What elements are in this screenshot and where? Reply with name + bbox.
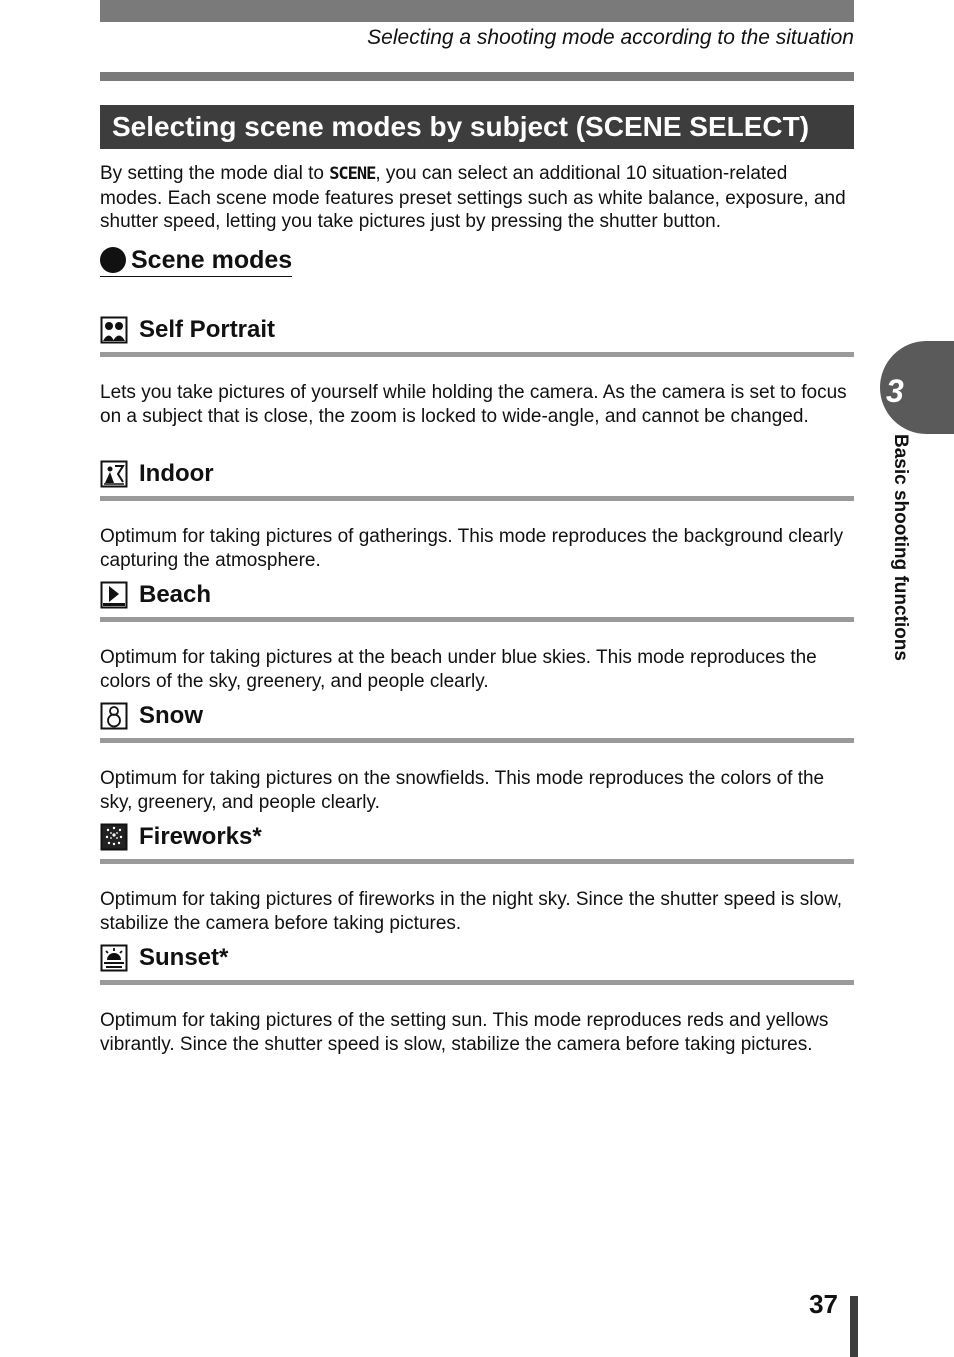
section-rule xyxy=(100,980,854,985)
section-body: Lets you take pictures of yourself while holding the camera. As the camera is set to focus on a subject that is close, the zoom is locked to wide-angle, and cannot be changed. xyxy=(100,382,847,427)
section-rule xyxy=(100,738,854,743)
title-bar xyxy=(100,105,854,149)
section-body: Optimum for taking pictures of fireworks in the night sky. Since the shutter speed is slow, stabilize the camera before taking pictures. xyxy=(100,889,843,934)
section-rule xyxy=(100,496,854,501)
sunset-icon xyxy=(100,944,128,972)
section-rule xyxy=(100,352,854,357)
scene-modes-heading-label: Scene modes xyxy=(131,246,293,274)
section-body: Optimum for taking pictures at the beach under blue skies. This mode reproduces the colors of the sky, greenery, and people clearly. xyxy=(100,647,817,692)
section-title: Snow xyxy=(139,702,203,729)
section-rule xyxy=(100,617,854,622)
indoor-icon xyxy=(100,460,128,488)
bullet-icon xyxy=(100,247,126,273)
section-indoor xyxy=(100,458,854,572)
snow-icon xyxy=(100,702,128,730)
page-title: Selecting scene modes by subject (SCENE SELECT) xyxy=(112,111,810,142)
intro-text-before: By setting the mode dial to xyxy=(100,163,330,184)
section-title: Beach xyxy=(139,581,212,608)
section-self-portrait xyxy=(100,314,854,428)
scene-modes-heading xyxy=(100,244,292,277)
self-portrait-icon xyxy=(100,316,128,344)
section-title: Sunset* xyxy=(139,944,229,971)
section-body: Optimum for taking pictures on the snowfields. This mode reproduces the colors of the sky, greenery, and people clearly. xyxy=(100,768,825,813)
intro-text-after: , you can select an additional 10 situation-related modes. Each scene mode features preset settings such as white balance, exposure, and shutter speed, letting you take pictures just by pressing the shutter button. xyxy=(100,163,846,232)
scene-mode-symbol: SCENE xyxy=(329,164,376,184)
page-number: 37 xyxy=(809,1289,838,1319)
section-body: Optimum for taking pictures of gatherings. This mode reproduces the background clearly capturing the atmosphere. xyxy=(100,526,844,571)
chapter-tab xyxy=(880,341,954,434)
fireworks-icon xyxy=(100,823,128,851)
beach-icon xyxy=(100,581,128,609)
header-rule xyxy=(100,72,854,81)
section-title: Self Portrait xyxy=(139,316,276,343)
section-rule xyxy=(100,859,854,864)
running-header: Selecting a shooting mode according to the situation xyxy=(367,26,854,49)
section-title: Indoor xyxy=(139,460,214,487)
section-fireworks xyxy=(100,821,854,935)
intro-paragraph xyxy=(100,162,854,234)
page-edge-bar xyxy=(850,1296,858,1357)
section-sunset xyxy=(100,942,854,1056)
section-title: Fireworks* xyxy=(139,823,262,850)
section-snow xyxy=(100,700,854,814)
chapter-title: Basic shooting functions xyxy=(890,434,911,661)
header-bar xyxy=(100,0,854,22)
chapter-number: 3 xyxy=(886,373,904,409)
section-beach xyxy=(100,579,854,693)
section-body: Optimum for taking pictures of the setting sun. This mode reproduces reds and yellows vibrantly. Since the shutter speed is slow, stabilize the camera before taking pictures. xyxy=(100,1010,829,1055)
